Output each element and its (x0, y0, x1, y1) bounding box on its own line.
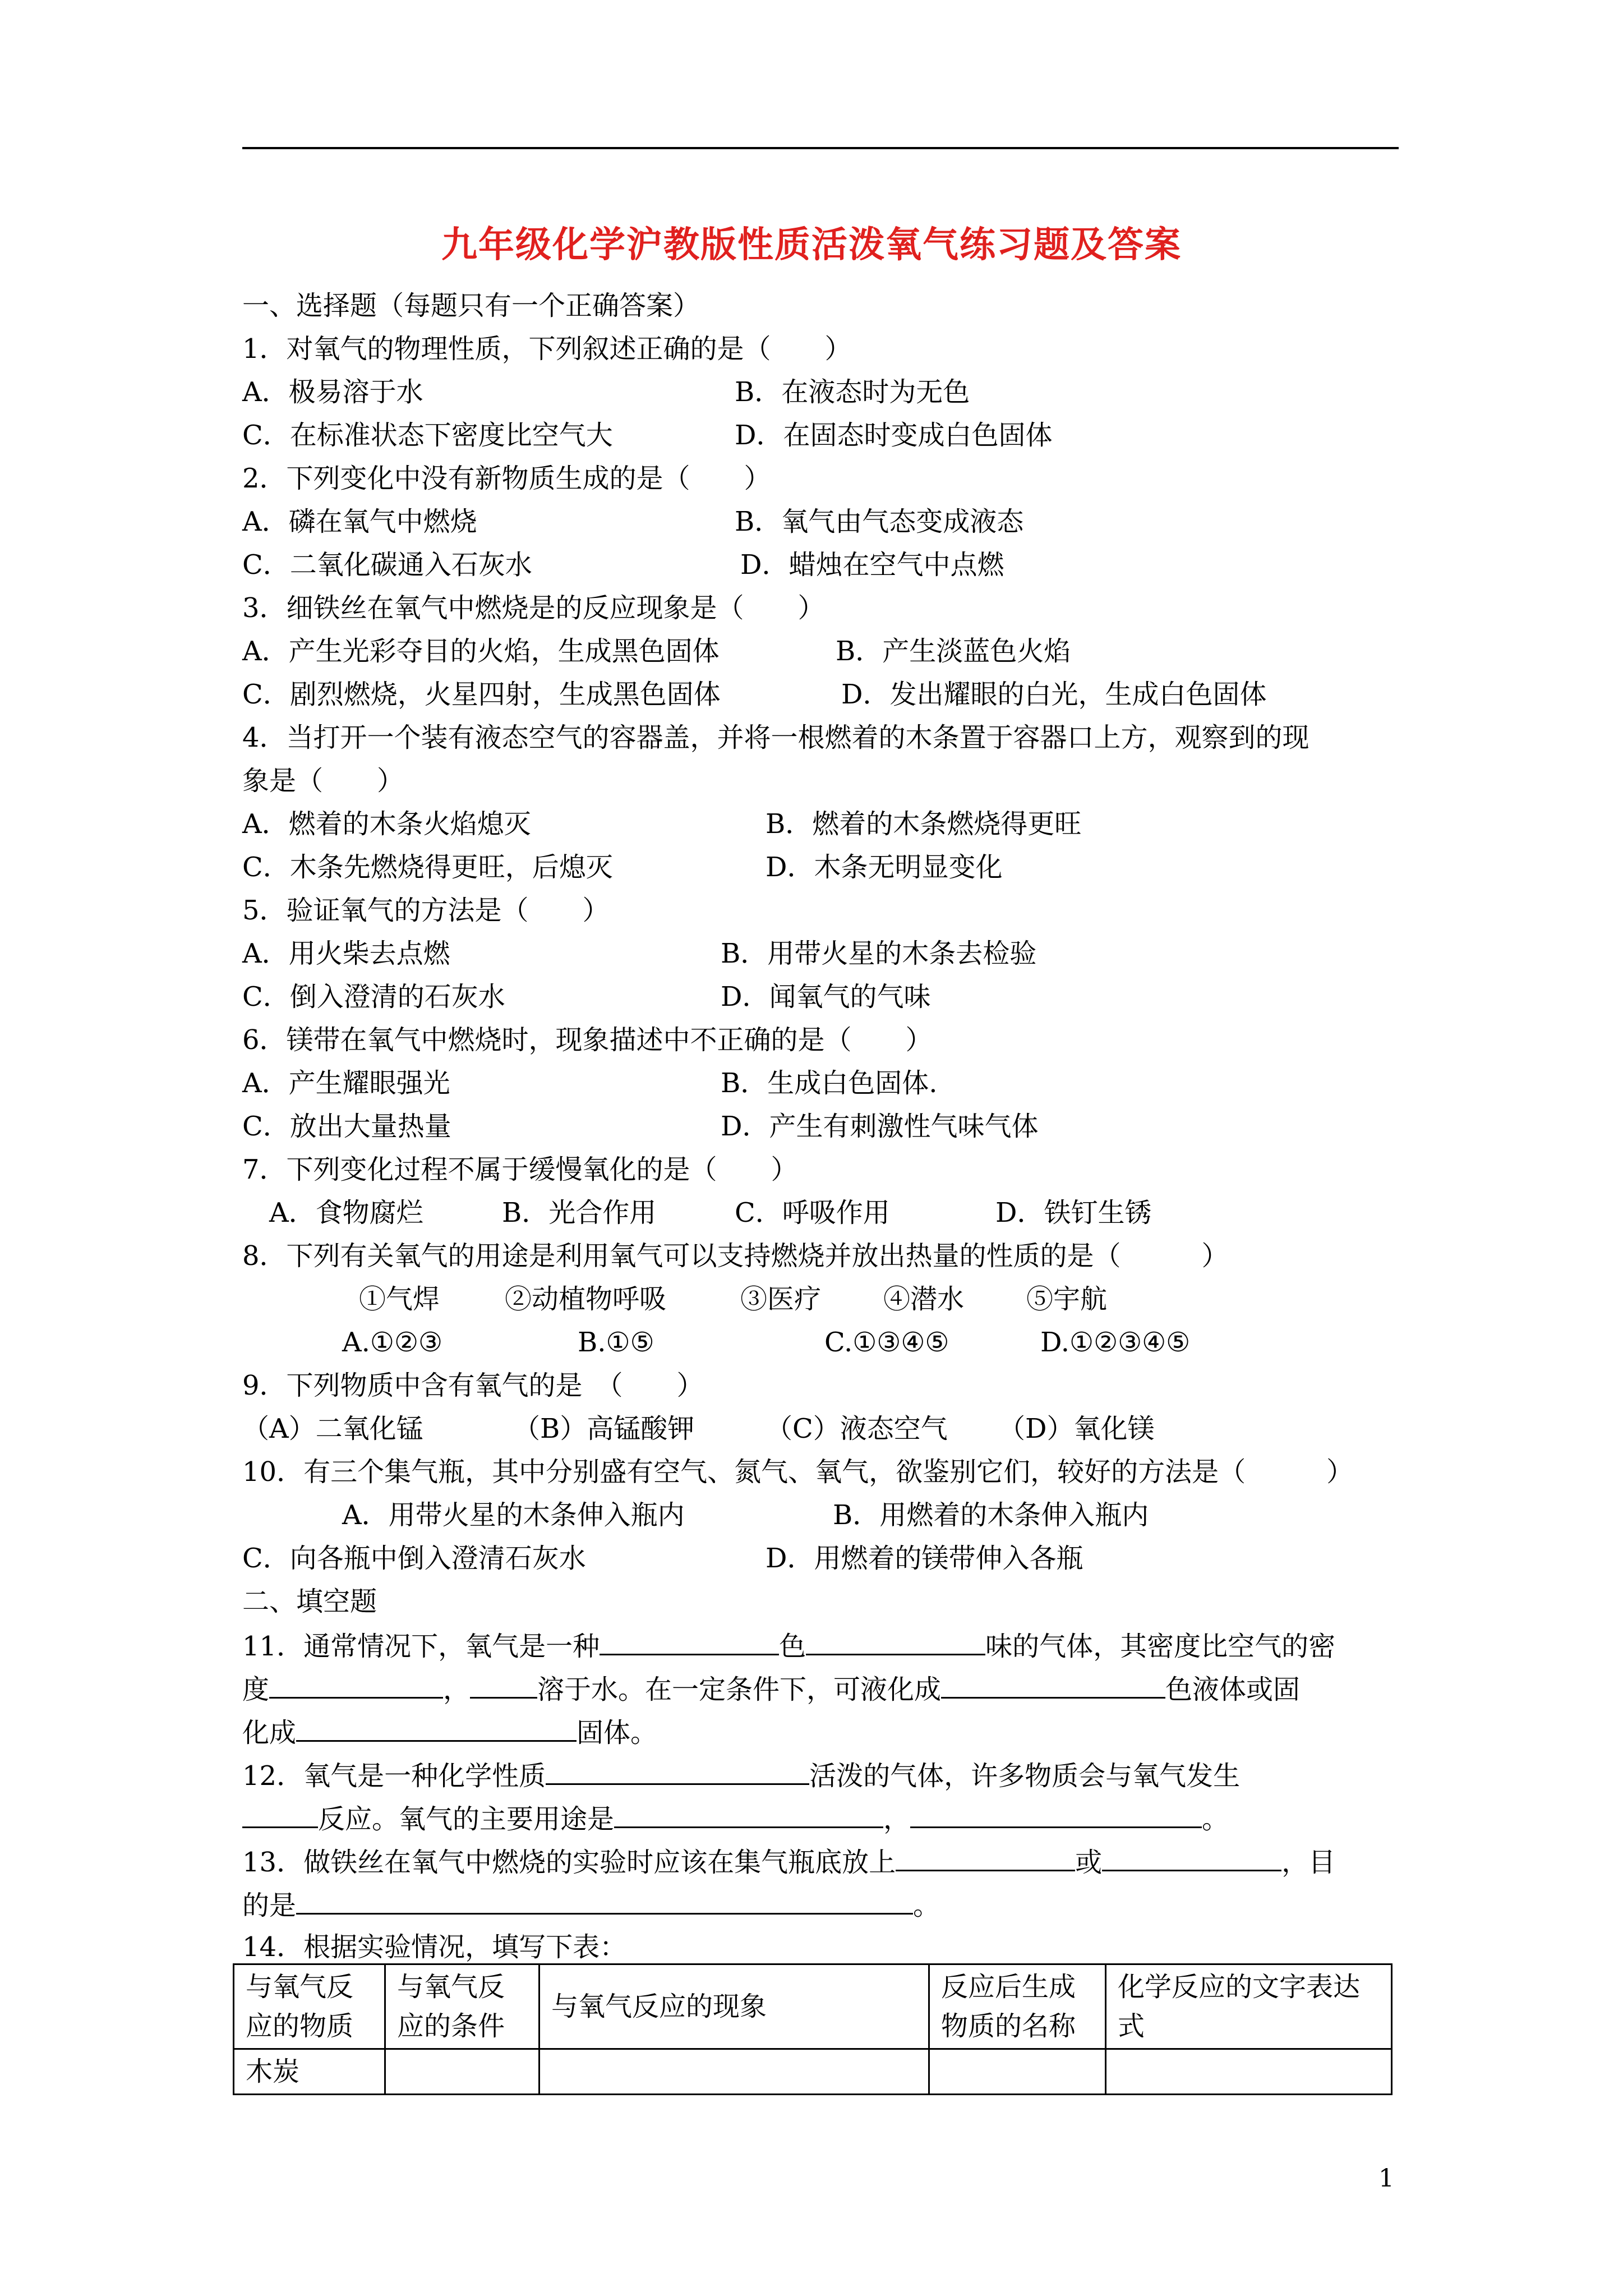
fill-question: 化成 固体。 (242, 1714, 657, 1750)
option: A．食物腐烂 (269, 1197, 423, 1228)
option: D．闻氧气的气味 (721, 981, 931, 1013)
fill-question: 反应。氧气的主要用途是 ， 。 (242, 1801, 1229, 1836)
option: D．发出耀眼的白光，生成白色固体 (841, 679, 1267, 710)
page-number: 1 (1378, 2164, 1394, 2193)
table-cell: 木炭 (234, 2049, 385, 2095)
fill-question: 12．氧气是一种化学性质 活泼的气体，许多物质会与氧气发生 (242, 1757, 1240, 1793)
answer-blank[interactable] (614, 1801, 883, 1828)
answer-blank[interactable] (896, 1844, 1075, 1871)
question-stem: 10．有三个集气瓶，其中分别盛有空气、氮气、氧气，欲鉴别它们，较好的方法是（ ） (242, 1456, 1354, 1488)
fill-question: 13．做铁丝在氧气中燃烧的实验时应该在集气瓶底放上 或 ，目 (242, 1844, 1335, 1879)
option: B．生成白色固体. (721, 1068, 938, 1099)
question-stem: 4．当打开一个装有液态空气的容器盖，并将一根燃着的木条置于容器口上方，观察到的现 (242, 722, 1310, 753)
fill-question: 的是 。 (242, 1887, 940, 1922)
header-cell: 与氧气反应的物质 (234, 1964, 385, 2049)
use-item: ①气焊 (359, 1283, 440, 1315)
option: C．向各瓶中倒入澄清石灰水 (242, 1543, 586, 1574)
header-cell: 与氧气反应的条件 (385, 1964, 540, 2049)
question-stem: 14．根据实验情况，填写下表： (242, 1931, 627, 1963)
header-cell: 化学反应的文字表达式 (1106, 1964, 1392, 2049)
option: C．二氧化碳通入石灰水 (242, 549, 532, 581)
use-item: ③医疗 (740, 1283, 822, 1315)
header-rule (242, 147, 1399, 149)
option: A．极易溶于水 (242, 376, 423, 408)
option: D．蜡烛在空气中点燃 (740, 549, 1004, 581)
option: B．光合作用 (502, 1197, 657, 1228)
answer-blank[interactable] (600, 1628, 779, 1655)
option: B．产生淡蓝色火焰 (836, 636, 1071, 667)
option: A.①②③ (342, 1327, 443, 1358)
answer-blank[interactable] (910, 1801, 1202, 1828)
answer-blank[interactable] (1102, 1844, 1281, 1871)
table-cell[interactable] (929, 2049, 1106, 2095)
option: B．在液态时为无色 (735, 376, 970, 408)
question-stem: 3．细铁丝在氧气中燃烧是的反应现象是（ ） (242, 592, 825, 624)
option: B.①⑤ (578, 1327, 654, 1358)
option: D．产生有刺激性气味气体 (721, 1111, 1039, 1142)
option: A．用火柴去点燃 (242, 938, 450, 969)
answer-blank[interactable] (806, 1628, 985, 1655)
answer-blank[interactable] (470, 1671, 537, 1699)
option: （A）二氧化锰 (242, 1413, 423, 1444)
header-cell: 反应后生成物质的名称 (929, 1964, 1106, 2049)
option: C．放出大量热量 (242, 1111, 451, 1142)
use-item: ④潜水 (883, 1283, 965, 1315)
question-stem-continued: 象是（ ） (242, 765, 404, 797)
answer-blank[interactable] (546, 1757, 809, 1785)
table-header-row (234, 1964, 1392, 2049)
option: A．用带火星的木条伸入瓶内 (342, 1499, 685, 1531)
answer-blank[interactable] (296, 1714, 577, 1742)
question-stem: 6．镁带在氧气中燃烧时，现象描述中不正确的是（ ） (242, 1024, 933, 1056)
option: A．产生光彩夺目的火焰，生成黑色固体 (242, 636, 720, 667)
option: C．呼吸作用 (735, 1197, 890, 1228)
option: D．木条无明显变化 (766, 852, 1003, 883)
option: （C）液态空气 (766, 1413, 948, 1444)
option: A．燃着的木条火焰熄灭 (242, 808, 531, 840)
option: D.①②③④⑤ (1040, 1327, 1191, 1358)
answer-blank[interactable] (269, 1671, 443, 1699)
use-item: ⑤宇航 (1026, 1283, 1108, 1315)
table-cell[interactable] (1106, 2049, 1392, 2095)
option: A．磷在氧气中燃烧 (242, 506, 477, 537)
section-heading: 一、选择题（每题只有一个正确答案） (242, 290, 700, 321)
option: B．用燃着的木条伸入瓶内 (833, 1499, 1149, 1531)
option: C．木条先燃烧得更旺，后熄灭 (242, 852, 613, 883)
experiment-table (233, 1963, 1393, 2095)
fill-question: 度 ， 溶于水。在一定条件下，可液化成 色液体或固 (242, 1671, 1300, 1706)
option: C．倒入澄清的石灰水 (242, 981, 505, 1013)
option: （B）高锰酸钾 (513, 1413, 695, 1444)
answer-blank[interactable] (242, 1801, 318, 1828)
fill-question: 11．通常情况下，氧气是一种 色 味的气体，其密度比空气的密 (242, 1628, 1335, 1663)
option: C．剧烈燃烧，火星四射，生成黑色固体 (242, 679, 721, 710)
option: C.①③④⑤ (824, 1327, 949, 1358)
question-stem: 8．下列有关氧气的用途是利用氧气可以支持燃烧并放出热量的性质的是（ ） (242, 1240, 1229, 1272)
question-stem: 2．下列变化中没有新物质生成的是（ ） (242, 463, 771, 494)
option: C．在标准状态下密度比空气大 (242, 420, 613, 451)
option: A．产生耀眼强光 (242, 1068, 450, 1099)
page-title: 九年级化学沪教版性质活泼氧气练习题及答案 (441, 224, 1182, 266)
option: B．燃着的木条燃烧得更旺 (766, 808, 1082, 840)
answer-blank[interactable] (296, 1887, 913, 1915)
section-heading: 二、填空题 (242, 1586, 377, 1617)
question-stem: 7．下列变化过程不属于缓慢氧化的是（ ） (242, 1154, 798, 1185)
table-cell[interactable] (540, 2049, 929, 2095)
option: B．氧气由气态变成液态 (735, 506, 1024, 537)
table-cell[interactable] (385, 2049, 540, 2095)
header-cell: 与氧气反应的现象 (540, 1964, 929, 2049)
option: （D）氧化镁 (998, 1413, 1155, 1444)
answer-blank[interactable] (941, 1671, 1165, 1699)
option: D．用燃着的镁带伸入各瓶 (766, 1543, 1083, 1574)
option: D．铁钉生锈 (995, 1197, 1152, 1228)
option: D．在固态时变成白色固体 (735, 420, 1053, 451)
question-stem: 1．对氧气的物理性质，下列叙述正确的是（ ） (242, 333, 852, 365)
use-item: ②动植物呼吸 (505, 1283, 667, 1315)
table-row (234, 2049, 1392, 2095)
option: B．用带火星的木条去检验 (721, 938, 1037, 969)
question-stem: 9．下列物质中含有氧气的是 （ ） (242, 1370, 704, 1401)
question-stem: 5．验证氧气的方法是（ ） (242, 895, 610, 926)
